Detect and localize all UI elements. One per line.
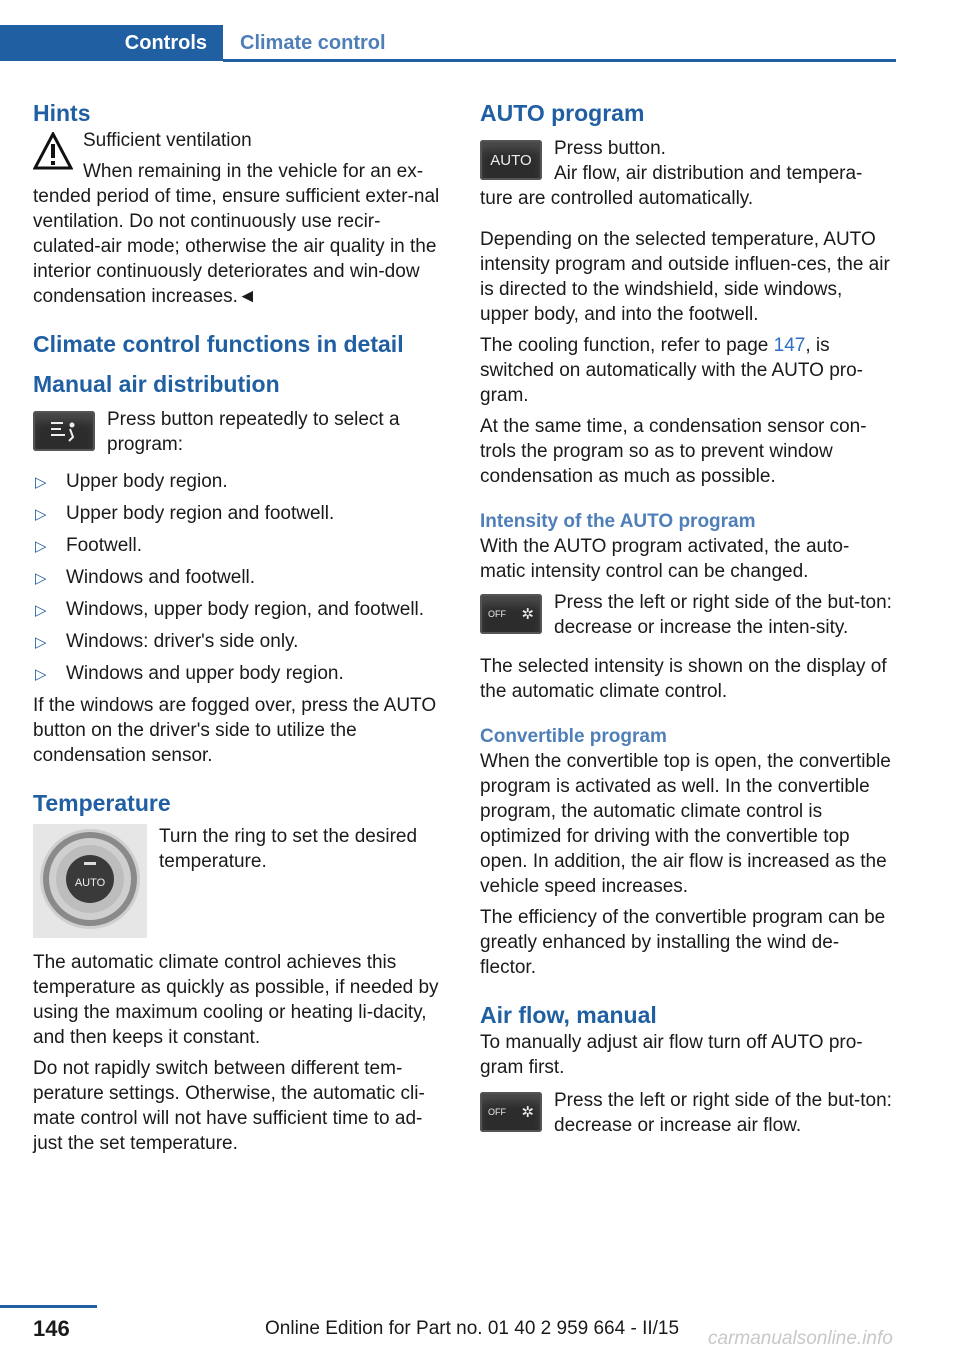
warning-title: Sufficient ventilation: [83, 130, 252, 151]
fogged-text: If the windows are fogged over, press the AUTO button on the driver's side to utilize the condensation sensor.: [33, 695, 437, 766]
air-distribution-button-image: [33, 411, 95, 451]
convertible-paragraph-1: When the convertible top is open, the convertible program is activated as well. In the convertible program, the automatic climate control is optimized for driving with the convertible top open. In addition, the air flow is increased as the vehicle speed increases.: [480, 751, 891, 897]
temperature-ring-image: [33, 824, 147, 938]
intensity-heading: Intensity of the AUTO program: [480, 511, 756, 532]
section-tab: Controls: [0, 25, 223, 61]
triangle-bullet-icon: ▷: [35, 506, 47, 523]
auto-program-heading: AUTO program: [480, 100, 645, 126]
warning-triangle-icon: [33, 132, 73, 170]
list-item: ▷ Windows, upper body region, and footwell.: [33, 597, 443, 622]
fan-off-label: OFF: [488, 608, 506, 619]
intensity-press-text: Press the left or right side of the but-ton: decrease or increase the inten-sity.: [554, 592, 892, 638]
subsection-tab: Climate control: [240, 32, 386, 54]
intensity-paragraph-1: With the AUTO program activated, the auto-matic intensity control can be changed.: [480, 536, 850, 582]
list-item: ▷ Windows: driver's side only.: [33, 629, 443, 654]
auto-press-text: Press button.: [554, 138, 666, 159]
auto-desc-text: Air flow, air distribution and tempera-ture are controlled automatically.: [480, 163, 863, 209]
footer-rule: [0, 1305, 97, 1308]
triangle-bullet-icon: ▷: [35, 538, 47, 555]
convertible-heading: Convertible program: [480, 726, 667, 747]
header-rule: [223, 59, 896, 62]
fan-intensity-button-image: [480, 594, 542, 634]
temperature-paragraph-2: Do not rapidly switch between different tem-perature settings. Otherwise, the automatic cli-mate control will not have sufficient time to ad-just the set temperature.: [33, 1058, 425, 1154]
triangle-bullet-icon: ▷: [35, 474, 47, 491]
fan-airflow-button-image: [480, 1092, 542, 1132]
list-item: ▷ Footwell.: [33, 533, 443, 558]
intensity-paragraph-2: The selected intensity is shown on the display of the automatic climate control.: [480, 656, 887, 702]
airflow-heading: Air flow, manual: [480, 1002, 657, 1028]
manual-distribution-heading: Manual air distribution: [33, 371, 280, 397]
convertible-paragraph-2: The efficiency of the convertible program can be greatly enhanced by installing the wind de-flector.: [480, 907, 886, 978]
fan-off-label: OFF: [488, 1106, 506, 1117]
auto-paragraph-1: Depending on the selected temperature, AUTO intensity program and outside influen-ces, the air is directed to the windshield, side windows, upper body, and into the footwell.: [480, 229, 890, 325]
warning-text: When remaining in the vehicle for an ex-tended period of time, ensure sufficient exter-nal ventilation. Do not continuously use recir-culated-air mode; otherwise the air quality in the interior continuously deteriorates and win-dow condensation increases.◄: [33, 161, 440, 307]
auto-button-label: AUTO: [490, 151, 532, 169]
page-header: [0, 0, 896, 62]
triangle-bullet-icon: ▷: [35, 666, 47, 683]
left-column: [33, 98, 443, 1162]
distribution-list: [33, 469, 443, 686]
temperature-heading: Temperature: [33, 790, 171, 816]
list-item: ▷ Upper body region.: [33, 469, 443, 494]
auto-button-image: [480, 140, 542, 180]
triangle-bullet-icon: ▷: [35, 634, 47, 651]
list-item: ▷ Windows and upper body region.: [33, 661, 443, 686]
air-distribution-icon: [47, 419, 81, 443]
manual-text: Press button repeatedly to select a program:: [107, 409, 400, 455]
temperature-ring-label: AUTO: [74, 877, 106, 889]
page-number: 146: [33, 1316, 70, 1341]
auto-paragraph-3: At the same time, a condensation sensor con-trols the program so as to prevent window condensation as much as possible.: [480, 416, 867, 487]
list-item: ▷ Windows and footwell.: [33, 565, 443, 590]
right-column: [480, 98, 892, 1144]
cooling-paragraph: The cooling function, refer to page 147, is switched on automatically with the AUTO pro-gram.: [480, 335, 863, 406]
functions-heading: Climate control functions in detail: [33, 331, 404, 357]
edition-text: Online Edition for Part no. 01 40 2 959 664 - II/15: [265, 1318, 680, 1339]
page-link[interactable]: 147: [773, 335, 806, 356]
temperature-paragraph-1: The automatic climate control achieves this temperature as quickly as possible, if needed by using the maximum cooling or heating li-dacity, and then keeps it constant.: [33, 952, 439, 1048]
list-item: ▷ Upper body region and footwell.: [33, 501, 443, 526]
hints-heading: Hints: [33, 100, 91, 126]
temperature-text: Turn the ring to set the desired temperature.: [159, 826, 418, 872]
triangle-bullet-icon: ▷: [35, 570, 47, 587]
warning-block: [33, 128, 443, 309]
airflow-paragraph-1: To manually adjust air flow turn off AUTO pro-gram first.: [480, 1032, 863, 1078]
triangle-bullet-icon: ▷: [35, 602, 47, 619]
fan-icon: ✲: [521, 605, 534, 623]
watermark: carmanualsonline.info: [708, 1328, 893, 1349]
airflow-press-text: Press the left or right side of the but-ton: decrease or increase air flow.: [554, 1090, 892, 1136]
fan-icon: ✲: [521, 1103, 534, 1121]
